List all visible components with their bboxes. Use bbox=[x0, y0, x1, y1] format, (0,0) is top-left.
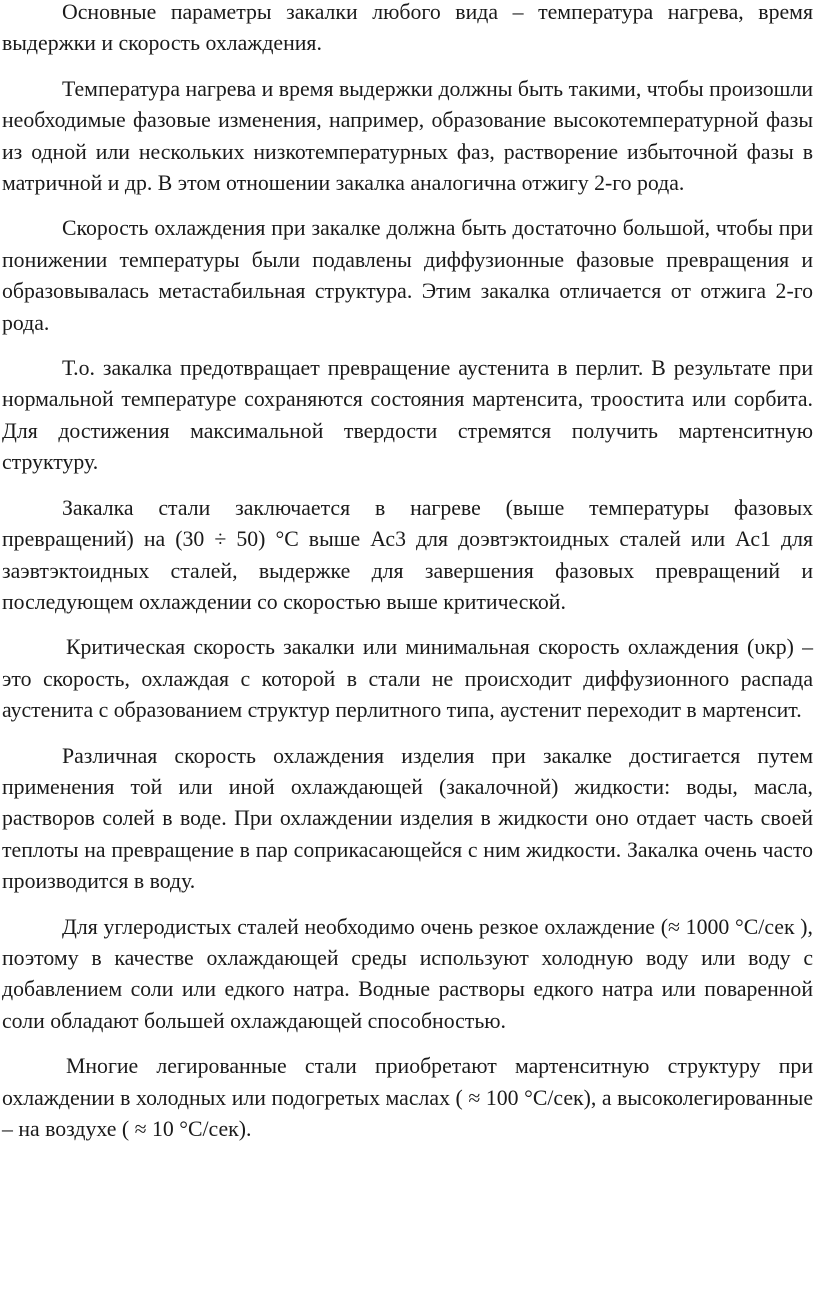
paragraph-quenching-liquids: Различная скорость охлаждения изделия при закалке достигается путем применения той или иной охлаждающей (закалочной) жидкости: воды, масла, растворов солей в воде. При охлаждении изделия в жидкости оно отдает часть своей теплоты на превращение в пар соприкасающейся с ним жидкости. Закалка очень часто производится в воду. bbox=[2, 743, 813, 894]
paragraph-carbon-steels: Для углеродистых сталей необходимо очень резкое охлаждение (≈ 1000 °С/сек ), поэтому в качестве охлаждающей среды используют холодную воду или воду с добавлением соли или едкого натра. Водные растворы едкого натра или поваренной соли обладают большей охлаждающей способностью. bbox=[2, 914, 813, 1033]
paragraph-quench-parameters: Основные параметры закалки любого вида – температура нагрева, время выдержки и скорость охлаждения. bbox=[2, 0, 813, 56]
paragraph-critical-speed: Критическая скорость закалки или минимальная скорость охлаждения (υкр) – это скорость, охлаждая с которой в стали не происходит диффузионного распада аустенита с образованием структур перлитного типа, аустенит переходит в мартенсит. bbox=[2, 635, 813, 723]
paragraph-heating-temperature: Температура нагрева и время выдержки должны быть такими, чтобы произошли необходимые фазовые изменения, например, образование высокотемпературной фазы из одной или нескольких низкотемпературных фаз, растворение избыточной фазы в матричной и др. В этом отношении закалка аналогична отжигу 2-го рода. bbox=[2, 76, 813, 196]
paragraph-cooling-rate: Скорость охлаждения при закалке должна быть достаточно большой, чтобы при понижении температуры были подавлены диффузионные фазовые превращения и образовывалась метастабильная структура. Этим закалка отличается от отжига 2-го рода. bbox=[2, 216, 813, 335]
paragraph-steel-quenching: Закалка стали заключается в нагреве (выше температуры фазовых превращений) на (30 ÷ 50) °С выше Ас3 для доэвтэктоидных сталей или Ас1 для заэвтэктоидных сталей, выдержке для завершения фазовых превращений и последующем охлаждении со скоростью выше критической. bbox=[2, 495, 813, 614]
paragraph-alloy-steels: Многие легированные стали приобретают мартенситную структуру при охлаждении в холодных или подогретых маслах ( ≈ 100 °С/сек), а высоколегированные – на воздухе ( ≈ 10 °С/сек). bbox=[2, 1054, 813, 1141]
paragraph-austenite-transformation: Т.о. закалка предотвращает превращение аустенита в перлит. В результате при нормальной температуре сохраняются состояния мартенсита, троостита или сорбита. Для достижения максимальной твердости стремятся получить мартенситную структуру. bbox=[2, 356, 813, 475]
